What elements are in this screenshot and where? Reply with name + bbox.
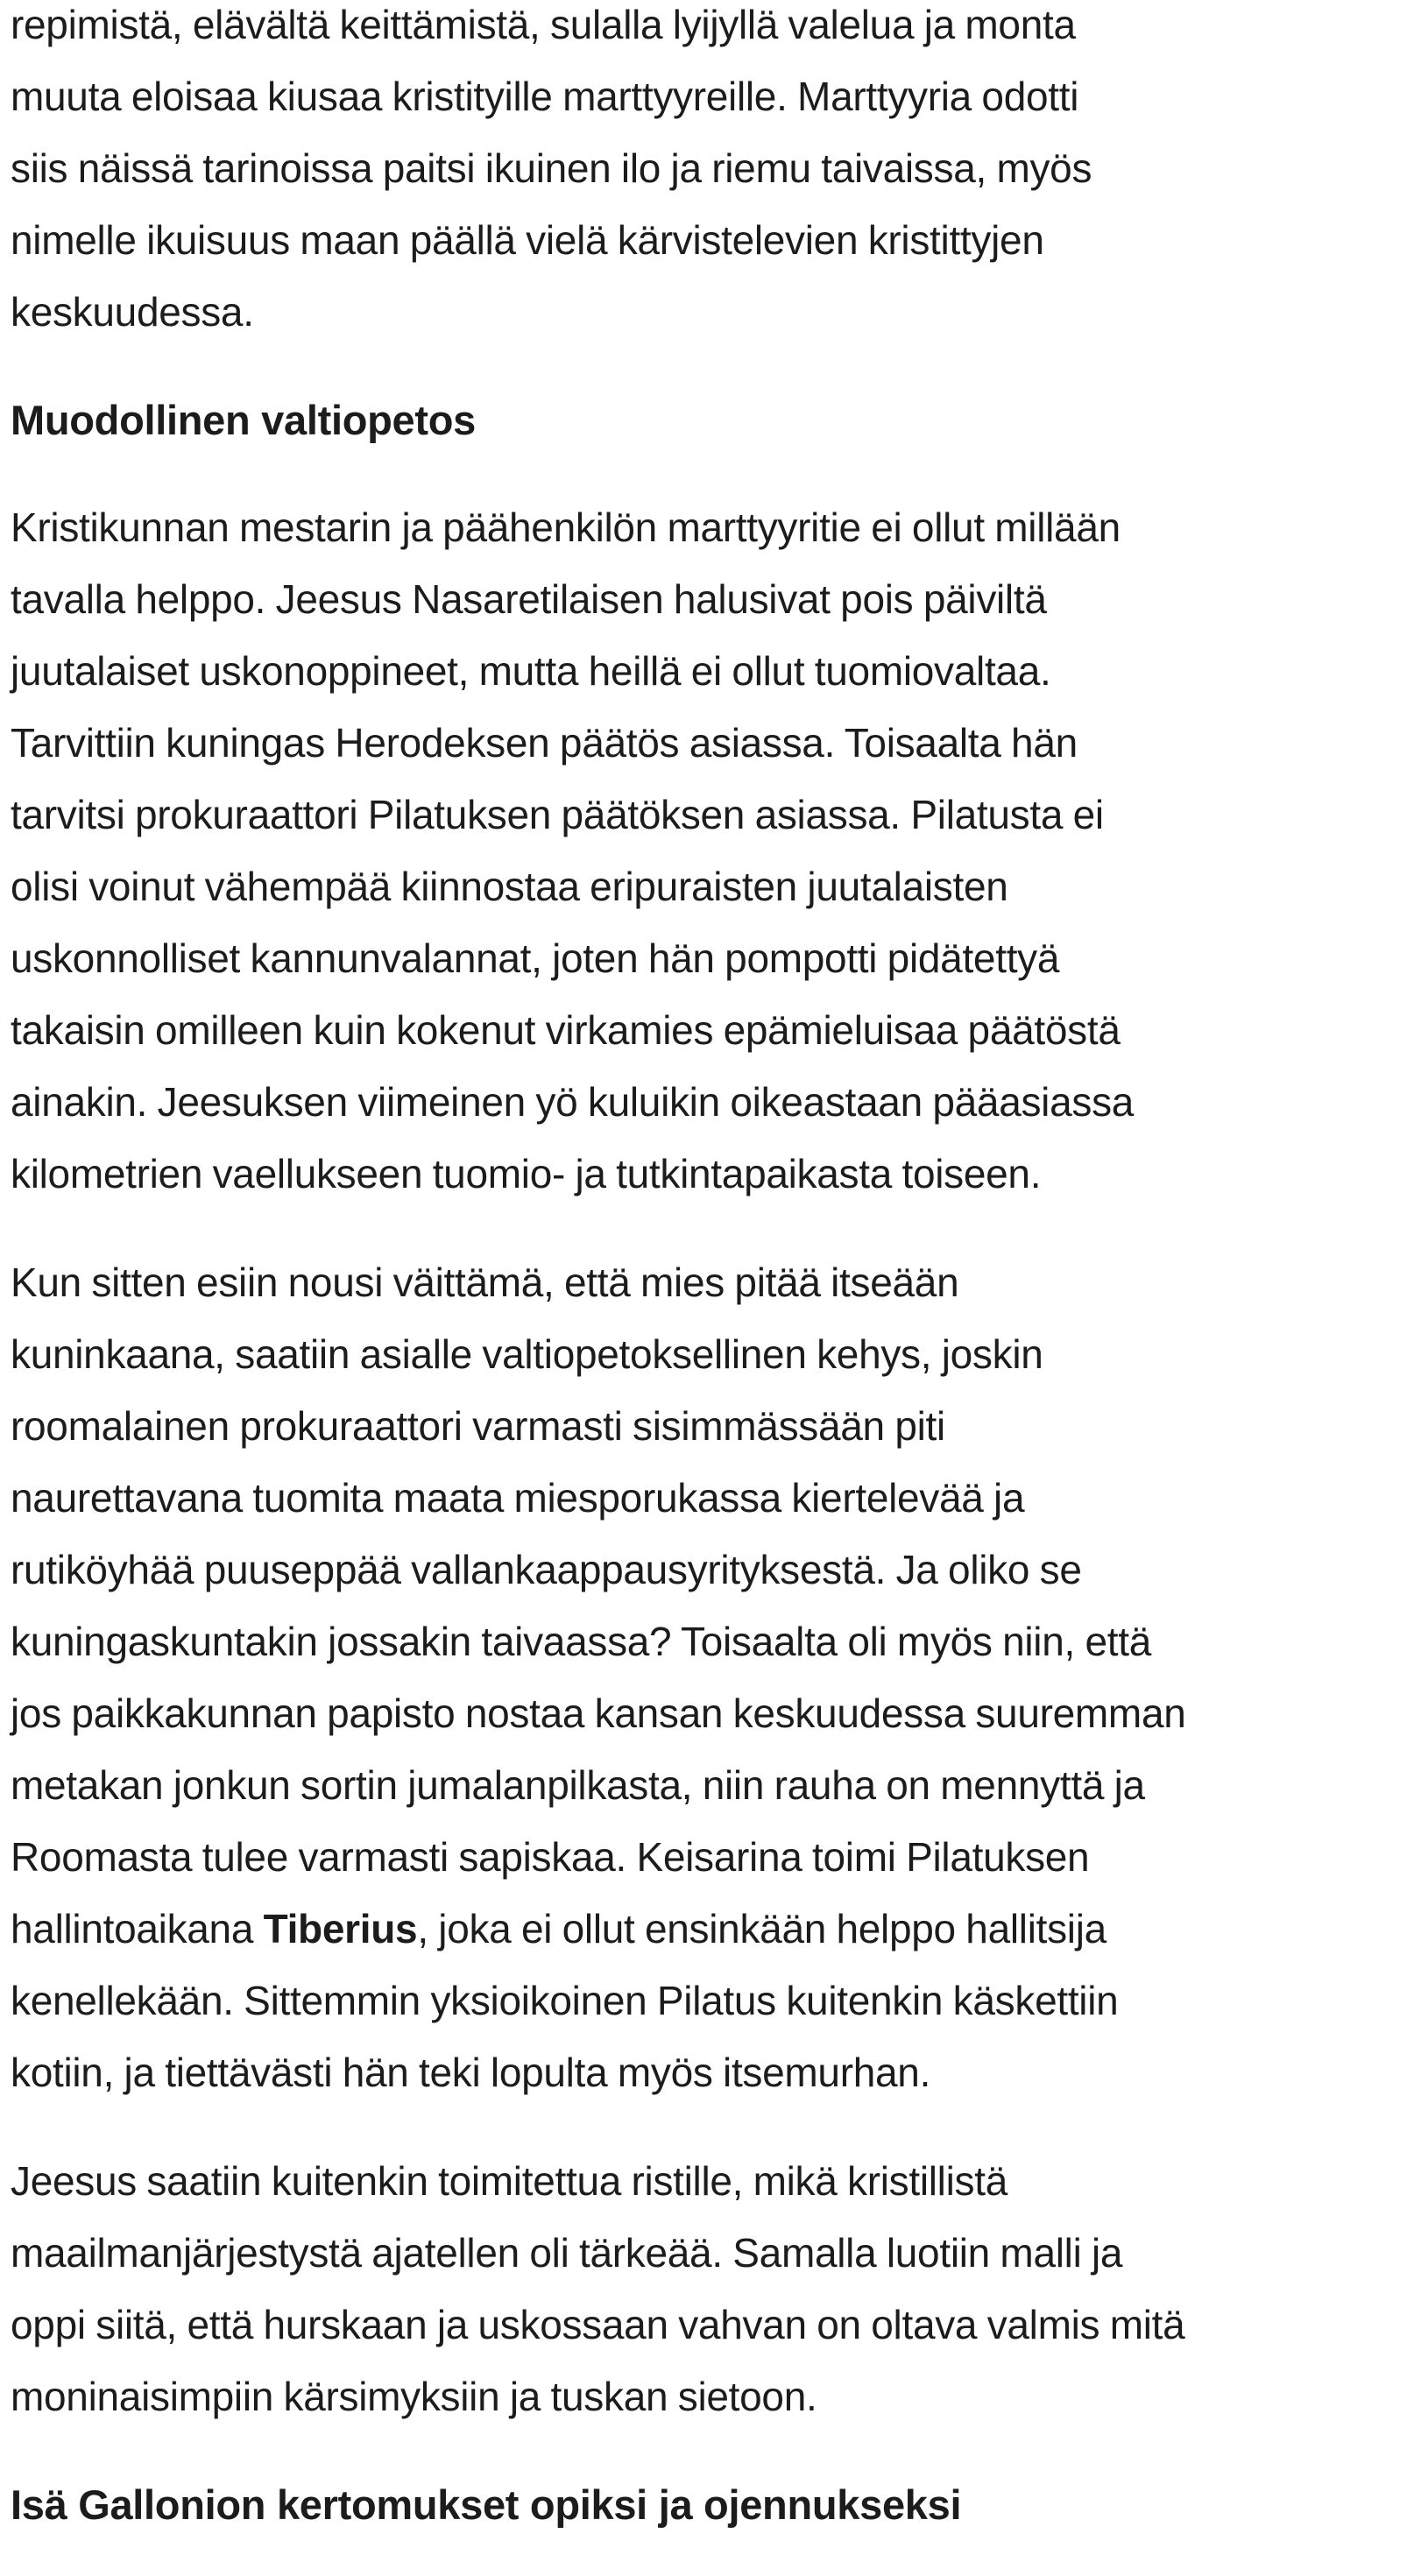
- article-body: [11, 0, 1403, 2576]
- text-line: olisi voinut vähempää kiinnostaa eripuraisten juutalaisten: [11, 864, 1008, 909]
- paragraph: [11, 491, 1403, 1210]
- text-run: , joka ei ollut ensinkään helppo hallitsija: [417, 1906, 1106, 1951]
- text-line: kuningaskuntakin jossakin taivaassa? Toisaalta oli myös niin, että: [11, 1619, 1151, 1664]
- text-line: tarvitsi prokuraattori Pilatuksen päätöksen asiassa. Pilatusta ei: [11, 792, 1104, 837]
- text-line: oppi siitä, että hurskaan ja uskossaan vahvan on oltava valmis mitä: [11, 2302, 1185, 2347]
- text-line-with-bold: [11, 1893, 1403, 1965]
- text-line: moninaisimpiin kärsimyksiin ja tuskan sietoon.: [11, 2374, 817, 2419]
- text-line: Tarvittiin kuningas Herodeksen päätös asiassa. Toisaalta hän: [11, 720, 1078, 766]
- text-line: Jeesus saatiin kuitenkin toimitettua ristille, mikä kristillistä: [11, 2158, 1007, 2204]
- text-line: keskuudessa.: [11, 289, 254, 335]
- bold-name-tiberius: Tiberius: [263, 1906, 418, 1951]
- text-line: maailmanjärjestystä ajatellen oli tärkeää. Samalla luotiin malli ja: [11, 2230, 1123, 2276]
- text-line: muuta eloisaa kiusaa kristityille marttyyreille. Marttyyria odotti: [11, 74, 1079, 119]
- text-line: ainakin. Jeesuksen viimeinen yö kuluikin oikeastaan pääasiassa: [11, 1079, 1135, 1125]
- text-line: jos paikkakunnan papisto nostaa kansan keskuudessa suuremman: [11, 1690, 1186, 1736]
- text-line: Kristikunnan mestarin ja päähenkilön marttyyritie ei ollut millään: [11, 505, 1121, 550]
- text-line: nimelle ikuisuus maan päällä vielä kärvistelevien kristittyjen: [11, 217, 1044, 263]
- text-line: repimistä, elävältä keittämistä, sulalla lyijyllä valelua ja monta: [11, 2, 1076, 47]
- text-line: kenellekään. Sittemmin yksioikoinen Pilatus kuitenkin käskettiin: [11, 1978, 1119, 2023]
- text-line: roomalainen prokuraattori varmasti sisimmässään piti: [11, 1403, 945, 1449]
- section-heading: Muodollinen valtiopetos: [11, 397, 476, 443]
- text-line: tavalla helppo. Jeesus Nasaretilaisen halusivat pois päiviltä: [11, 576, 1047, 622]
- text-line: kilometrien vaellukseen tuomio- ja tutkintapaikasta toiseen.: [11, 1151, 1042, 1196]
- text-line: naurettavana tuomita maata miesporukassa kiertelevää ja: [11, 1475, 1025, 1521]
- text-line: siis näissä tarinoissa paitsi ikuinen ilo ja riemu taivaissa, myös: [11, 145, 1092, 191]
- text-line: kuninkaana, saatiin asialle valtiopetoksellinen kehys, joskin: [11, 1331, 1043, 1377]
- section-heading: Isä Gallonion kertomukset opiksi ja ojennukseksi: [11, 2481, 962, 2528]
- text-line: rutiköyhää puuseppää vallankaappausyrityksestä. Ja oliko se: [11, 1547, 1082, 1592]
- text-line: Roomasta tulee varmasti sapiskaa. Keisarina toimi Pilatuksen: [11, 1834, 1090, 1880]
- paragraph-intro: [11, 0, 1403, 348]
- paragraph: [11, 2145, 1403, 2432]
- paragraph: [11, 1246, 1403, 2108]
- text-line: Kun sitten esiin nousi väittämä, että mies pitää itseään: [11, 1260, 959, 1305]
- text-line: kotiin, ja tiettävästi hän teki lopulta myös itsemurhan.: [11, 2050, 931, 2095]
- text-run: hallintoaikana: [11, 1906, 264, 1951]
- text-line: uskonnolliset kannunvalannat, joten hän pompotti pidätettyä: [11, 935, 1060, 981]
- text-line: takaisin omilleen kuin kokenut virkamies epämieluisaa päätöstä: [11, 1007, 1121, 1053]
- text-line: juutalaiset uskonoppineet, mutta heillä ei ollut tuomiovaltaa.: [11, 648, 1051, 694]
- text-line: metakan jonkun sortin jumalanpilkasta, niin rauha on mennyttä ja: [11, 1762, 1145, 1808]
